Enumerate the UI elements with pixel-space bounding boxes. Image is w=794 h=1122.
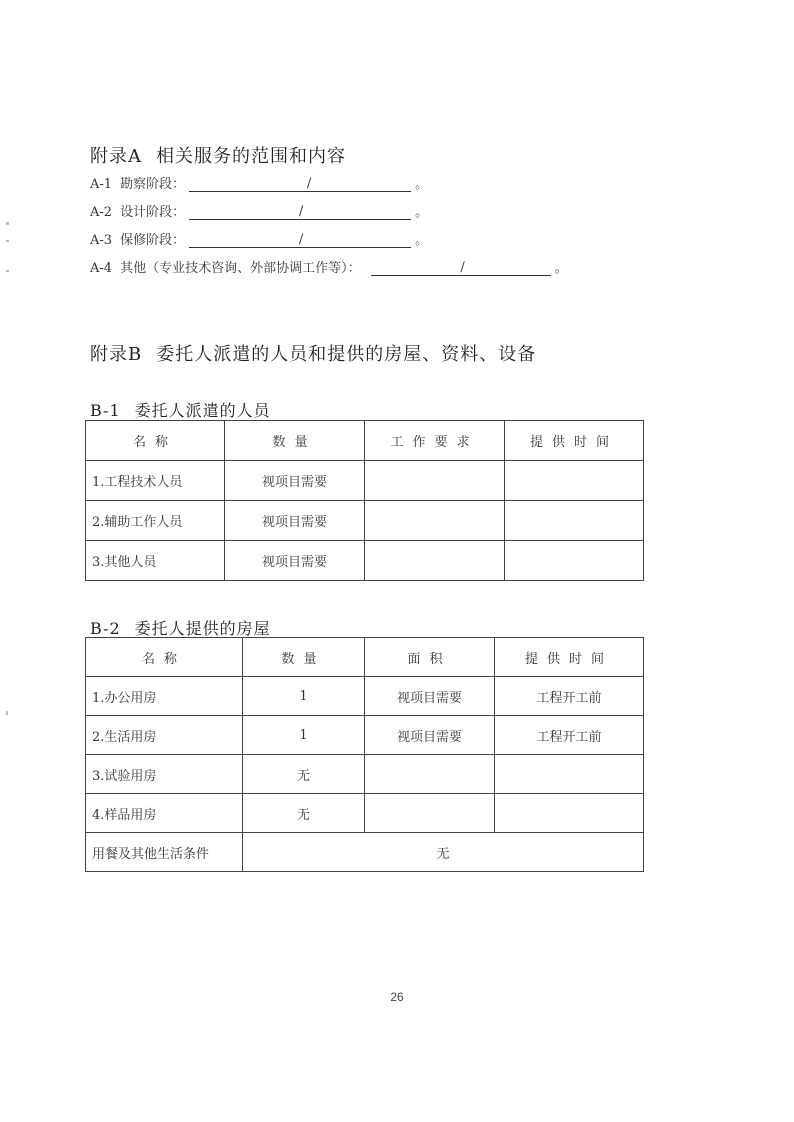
table-cell: 1 <box>243 677 365 716</box>
table-cell: 视项目需要 <box>225 541 365 581</box>
table-row <box>86 755 644 794</box>
b1-heading <box>90 398 271 421</box>
table-cell: 1 <box>243 716 365 755</box>
b1-table <box>85 420 644 581</box>
header-cell: 名称 <box>86 421 225 461</box>
blank-value: / <box>298 232 304 247</box>
table-cell: 无 <box>243 755 365 794</box>
table-cell <box>365 461 505 501</box>
fill-in-blank <box>189 203 411 220</box>
footer-value-cell: 无 <box>243 833 644 872</box>
item-code: A-4 <box>90 261 113 276</box>
appendix-a-item-1 <box>90 174 428 192</box>
table-header-row <box>86 638 644 677</box>
table-row <box>86 716 644 755</box>
item-label: 其他（专业技术咨询、外部协调工作等）： <box>120 261 361 276</box>
appendix-a-item-2 <box>90 202 428 220</box>
header-cell: 数量 <box>243 638 365 677</box>
appendix-a-heading <box>90 142 346 168</box>
item-end: 。 <box>415 205 429 220</box>
table-cell: 视项目需要 <box>365 677 495 716</box>
item-end: 。 <box>554 261 568 276</box>
table-cell <box>505 541 644 581</box>
table-row <box>86 677 644 716</box>
item-label: 保修阶段： <box>120 233 186 248</box>
item-code: A-1 <box>90 177 113 192</box>
table-cell: 3.其他人员 <box>86 541 225 581</box>
item-end: 。 <box>415 233 429 248</box>
table-cell: 工程开工前 <box>495 677 644 716</box>
item-code: A-3 <box>90 233 113 248</box>
item-label: 设计阶段： <box>120 205 186 220</box>
table-row <box>86 461 644 501</box>
blank-value: / <box>298 204 304 219</box>
table-cell: 1.工程技术人员 <box>86 461 225 501</box>
fill-in-blank <box>189 175 411 192</box>
fill-in-blank <box>189 231 411 248</box>
table-cell: 2.生活用房 <box>86 716 243 755</box>
table-cell: 3.试验用房 <box>86 755 243 794</box>
blank-value: / <box>460 260 465 275</box>
appendix-a-code: 附录A <box>90 146 142 167</box>
table-footer-row <box>86 833 644 872</box>
b2-table <box>85 637 644 872</box>
table-cell: 无 <box>243 794 365 833</box>
scan-speck <box>6 222 9 225</box>
appendix-a-item-4 <box>90 258 568 276</box>
item-label: 勘察阶段： <box>120 177 186 192</box>
table-cell <box>365 541 505 581</box>
appendix-b-code: 附录B <box>90 344 143 365</box>
b1-title: 委托人派遣的人员 <box>134 401 271 420</box>
table-cell: 2.辅助工作人员 <box>86 501 225 541</box>
table-row <box>86 794 644 833</box>
scan-speck <box>6 711 8 715</box>
table-cell <box>505 501 644 541</box>
b2-title: 委托人提供的房屋 <box>134 619 271 638</box>
table-header-row <box>86 421 644 461</box>
header-cell: 提供时间 <box>495 638 644 677</box>
b2-code: B-2 <box>90 619 121 638</box>
table-row <box>86 501 644 541</box>
b2-heading <box>90 616 271 639</box>
table-cell <box>365 755 495 794</box>
table-cell <box>365 501 505 541</box>
table-cell: 4.样品用房 <box>86 794 243 833</box>
scan-speck <box>6 240 9 242</box>
header-cell: 面积 <box>365 638 495 677</box>
table-cell: 视项目需要 <box>225 461 365 501</box>
item-code: A-2 <box>90 205 113 220</box>
table-cell <box>495 755 644 794</box>
header-cell: 名称 <box>86 638 243 677</box>
header-cell: 提供时间 <box>505 421 644 461</box>
appendix-b-title: 委托人派遣的人员和提供的房屋、资料、设备 <box>156 344 537 365</box>
appendix-b-heading <box>90 340 536 366</box>
table-cell: 视项目需要 <box>365 716 495 755</box>
table-cell <box>365 794 495 833</box>
header-cell: 工作要求 <box>365 421 505 461</box>
footer-label-cell: 用餐及其他生活条件 <box>86 833 243 872</box>
table-cell: 工程开工前 <box>495 716 644 755</box>
page-number: 26 <box>390 990 404 1004</box>
appendix-a-title: 相关服务的范围和内容 <box>156 146 346 167</box>
table-row <box>86 541 644 581</box>
item-end: 。 <box>415 177 429 192</box>
table-cell <box>495 794 644 833</box>
fill-in-blank <box>371 259 551 276</box>
b1-code: B-1 <box>90 401 121 420</box>
table-cell <box>505 461 644 501</box>
table-cell: 视项目需要 <box>225 501 365 541</box>
appendix-a-item-3 <box>90 230 428 248</box>
blank-value: / <box>306 176 312 191</box>
scan-speck <box>6 270 9 272</box>
table-cell: 1.办公用房 <box>86 677 243 716</box>
header-cell: 数量 <box>225 421 365 461</box>
